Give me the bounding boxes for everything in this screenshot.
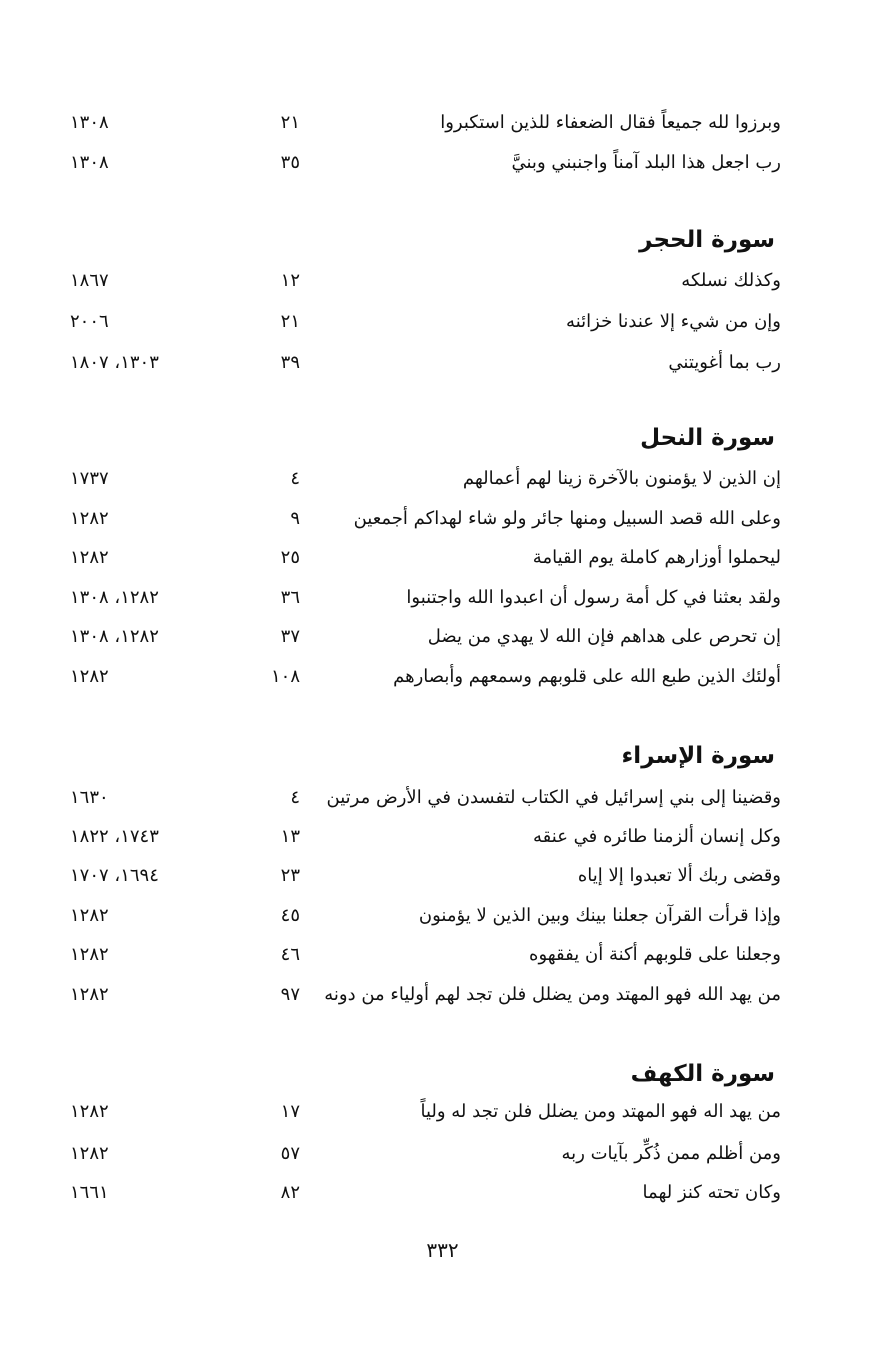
verse-text: رب بما أغويتني bbox=[668, 352, 781, 373]
index-row bbox=[0, 464, 885, 494]
ayah-number: ٩٧ bbox=[280, 984, 300, 1005]
ayah-number: ٢١ bbox=[280, 112, 300, 133]
verse-text: وبرزوا لله جميعاً فقال الضعفاء للذين استكبروا bbox=[440, 112, 781, 133]
verse-text: من يهد اله فهو المهتد ومن يضلل فلن تجد له ولياً bbox=[420, 1101, 781, 1122]
index-row bbox=[0, 622, 885, 652]
ayah-number: ٢٥ bbox=[280, 547, 300, 568]
page-references: ١٣٠٨ bbox=[70, 112, 109, 133]
index-row bbox=[0, 980, 885, 1010]
ayah-number: ٣٩ bbox=[280, 352, 300, 373]
page-references: ١٢٨٢ bbox=[70, 1143, 109, 1164]
page-references: ١٣٠٣، ١٨٠٧ bbox=[70, 352, 159, 373]
verse-text: وكذلك نسلكه bbox=[681, 270, 781, 291]
ayah-number: ١٣ bbox=[280, 826, 300, 847]
page-references: ١٢٨٢ bbox=[70, 1101, 109, 1122]
page-references: ١٧٤٣، ١٨٢٢ bbox=[70, 826, 159, 847]
ayah-number: ٢١ bbox=[280, 311, 300, 332]
page-references: ١٦٦١ bbox=[70, 1182, 109, 1203]
index-row bbox=[0, 108, 885, 138]
index-row bbox=[0, 861, 885, 891]
page-references: ١٢٨٢ bbox=[70, 547, 109, 568]
surah-title: سورة النحل bbox=[640, 425, 775, 451]
ayah-number: ١٢ bbox=[280, 270, 300, 291]
verse-text: رب اجعل هذا البلد آمناً واجنبني وبنيَّ bbox=[511, 152, 781, 173]
verse-text: ومن أظلم ممن ذُكِّر بآيات ربه bbox=[561, 1143, 781, 1164]
page-number: ٣٣٢ bbox=[426, 1238, 459, 1262]
page-references: ١٢٨٢، ١٣٠٨ bbox=[70, 626, 159, 647]
ayah-number: ٣٧ bbox=[280, 626, 300, 647]
index-row bbox=[0, 348, 885, 378]
ayah-number: ٣٦ bbox=[280, 587, 300, 608]
index-row bbox=[0, 1139, 885, 1169]
page-references: ١٢٨٢ bbox=[70, 984, 109, 1005]
index-row bbox=[0, 583, 885, 613]
index-row bbox=[0, 504, 885, 534]
ayah-number: ٩ bbox=[290, 508, 300, 529]
verse-text: وكان تحته كنز لهما bbox=[642, 1182, 781, 1203]
page-references: ١٣٠٨ bbox=[70, 152, 109, 173]
index-row bbox=[0, 1097, 885, 1127]
ayah-number: ٨٢ bbox=[280, 1182, 300, 1203]
verse-text: ولقد بعثنا في كل أمة رسول أن اعبدوا الله واجتنبوا bbox=[406, 587, 781, 608]
index-row bbox=[0, 1178, 885, 1208]
page-references: ١٦٣٠ bbox=[70, 787, 109, 808]
ayah-number: ١٠٨ bbox=[270, 666, 300, 687]
ayah-number: ٤٦ bbox=[280, 944, 300, 965]
verse-text: وجعلنا على قلوبهم أكنة أن يفقهوه bbox=[529, 944, 781, 965]
verse-text: وإن من شيء إلا عندنا خزائنه bbox=[566, 311, 781, 332]
verse-text: وقضى ربك ألا تعبدوا إلا إياه bbox=[577, 865, 781, 886]
index-row bbox=[0, 822, 885, 852]
index-row bbox=[0, 901, 885, 931]
page-references: ١٢٨٢ bbox=[70, 905, 109, 926]
verse-text: وكل إنسان ألزمنا طائره في عنقه bbox=[533, 826, 781, 847]
page-references: ١٢٨٢ bbox=[70, 666, 109, 687]
ayah-number: ٢٣ bbox=[280, 865, 300, 886]
index-row bbox=[0, 543, 885, 573]
index-row bbox=[0, 266, 885, 296]
index-row bbox=[0, 307, 885, 337]
verse-text: وعلى الله قصد السبيل ومنها جائر ولو شاء لهداكم أجمعين bbox=[353, 508, 781, 529]
index-row bbox=[0, 940, 885, 970]
verse-text: إن تحرص على هداهم فإن الله لا يهدي من يضل bbox=[427, 626, 781, 647]
page-references: ١٢٨٢ bbox=[70, 944, 109, 965]
page-references: ١٨٦٧ bbox=[70, 270, 109, 291]
page-references: ١٢٨٢، ١٣٠٨ bbox=[70, 587, 159, 608]
index-row bbox=[0, 783, 885, 813]
surah-title: سورة الكهف bbox=[630, 1061, 775, 1087]
page-references: ١٧٣٧ bbox=[70, 468, 109, 489]
ayah-number: ٤ bbox=[290, 787, 300, 808]
verse-text: ليحملوا أوزارهم كاملة يوم القيامة bbox=[532, 547, 781, 568]
ayah-number: ٣٥ bbox=[280, 152, 300, 173]
ayah-number: ٤٥ bbox=[280, 905, 300, 926]
ayah-number: ٤ bbox=[290, 468, 300, 489]
verse-text: من يهد الله فهو المهتد ومن يضلل فلن تجد لهم أولياء من دونه bbox=[324, 984, 781, 1005]
page-references: ١٢٨٢ bbox=[70, 508, 109, 529]
verse-text: إن الذين لا يؤمنون بالآخرة زينا لهم أعمالهم bbox=[462, 468, 781, 489]
index-row bbox=[0, 148, 885, 178]
verse-text: أولئك الذين طبع الله على قلوبهم وسمعهم وأبصارهم bbox=[393, 666, 781, 687]
verse-text: وقضينا إلى بني إسرائيل في الكتاب لتفسدن في الأرض مرتين bbox=[326, 787, 781, 808]
page-references: ٢٠٠٦ bbox=[70, 311, 109, 332]
surah-title: سورة الإسراء bbox=[621, 743, 775, 769]
index-row bbox=[0, 662, 885, 692]
surah-title: سورة الحجر bbox=[639, 227, 775, 253]
ayah-number: ١٧ bbox=[280, 1101, 300, 1122]
verse-text: وإذا قرأت القرآن جعلنا بينك وبين الذين لا يؤمنون bbox=[418, 905, 781, 926]
page-references: ١٦٩٤، ١٧٠٧ bbox=[70, 865, 159, 886]
ayah-number: ٥٧ bbox=[280, 1143, 300, 1164]
